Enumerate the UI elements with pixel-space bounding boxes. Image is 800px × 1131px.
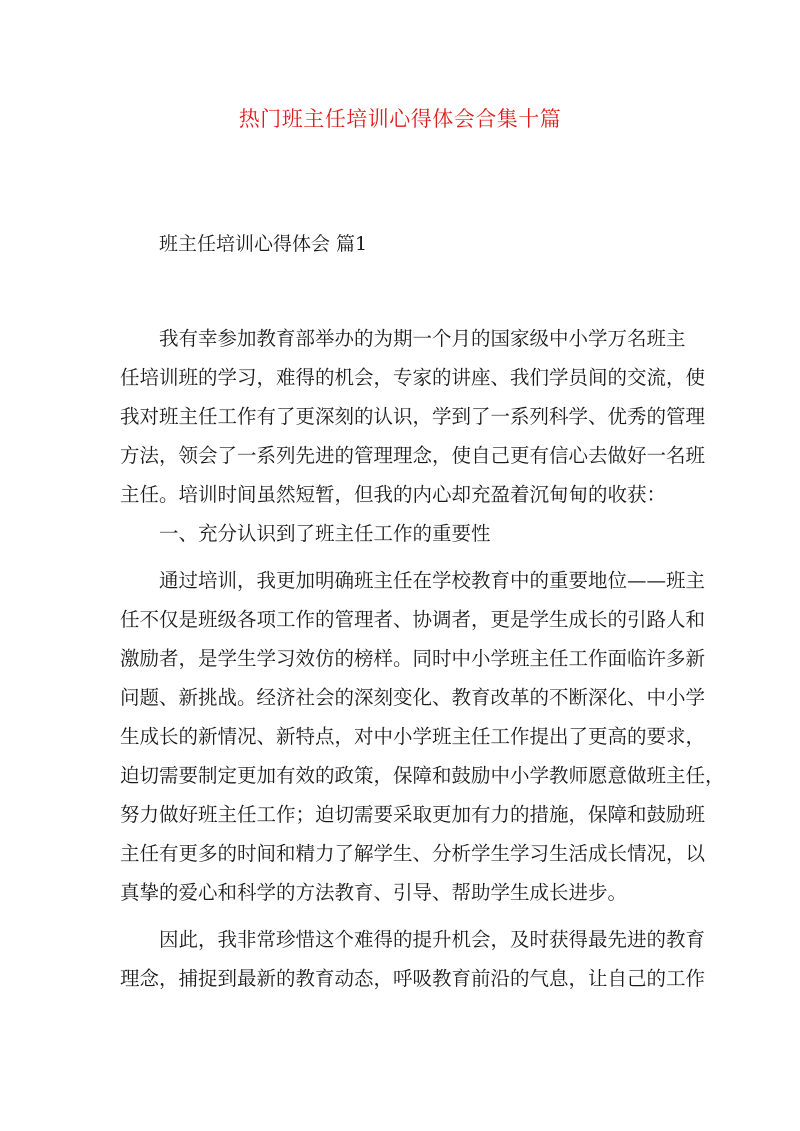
paragraph-line: 问题、新挑战。经济社会的深刻变化、教育改革的不断深化、中小学: [120, 686, 706, 709]
paragraph-line: 主任。培训时间虽然短暂，但我的内心却充盈着沉甸甸的收获：: [120, 483, 667, 506]
paragraph-line: 因此，我非常珍惜这个难得的提升机会，及时获得最先进的教育: [159, 928, 706, 951]
paragraph-line: 方法，领会了一系列先进的管理理念，使自己更有信心去做好一名班: [120, 444, 706, 467]
paragraph-line: 生成长的新情况、新特点，对中小学班主任工作提出了更高的要求，: [120, 725, 706, 748]
subheading-line: 一、充分认识到了班主任工作的重要性: [159, 522, 491, 545]
paragraph-line: 激励者，是学生学习效仿的榜样。同时中小学班主任工作面临许多新: [120, 647, 706, 670]
document-title: 热门班主任培训心得体会合集十篇: [238, 107, 562, 131]
paragraph-line: 理念，捕捉到最新的教育动态，呼吸教育前沿的气息，让自己的工作: [120, 967, 706, 990]
section-heading: 班主任培训心得体会 篇1: [159, 233, 368, 255]
paragraph-line: 迫切需要制定更加有效的政策，保障和鼓励中小学教师愿意做班主任，: [120, 764, 725, 787]
paragraph-line: 我对班主任工作有了更深刻的认识，学到了一系列科学、优秀的管理: [120, 405, 706, 428]
paragraph-line: 任不仅是班级各项工作的管理者、协调者，更是学生成长的引路人和: [120, 608, 706, 631]
paragraph-line: 努力做好班主任工作；迫切需要采取更加有力的措施，保障和鼓励班: [120, 803, 706, 826]
paragraph-line: 任培训班的学习，难得的机会，专家的讲座、我们学员间的交流，使: [120, 366, 706, 389]
paragraph-line: 我有幸参加教育部举办的为期一个月的国家级中小学万名班主: [159, 327, 686, 350]
paragraph-line: 主任有更多的时间和精力了解学生、分析学生学习生活成长情况，以: [120, 842, 706, 865]
paragraph-line: 通过培训，我更加明确班主任在学校教育中的重要地位——班主: [159, 569, 706, 592]
paragraph-line: 真挚的爱心和科学的方法教育、引导、帮助学生成长进步。: [120, 881, 628, 904]
